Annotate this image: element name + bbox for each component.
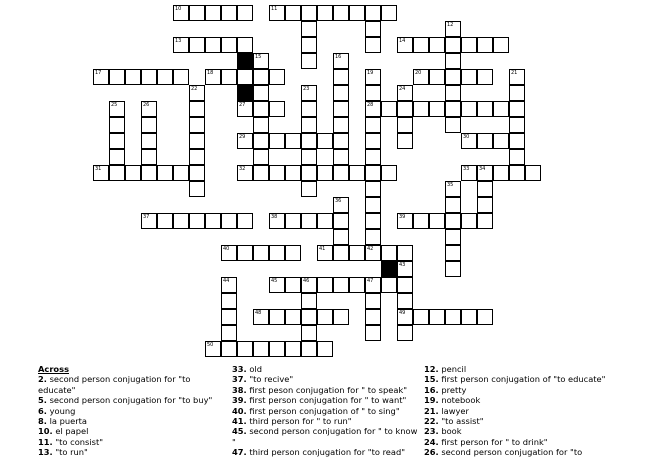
clue-number: 28 xyxy=(367,102,374,108)
clue-number: 24 xyxy=(399,86,406,92)
grid-cell[interactable] xyxy=(269,277,285,293)
grid-cell[interactable] xyxy=(477,69,493,85)
grid-cell[interactable] xyxy=(173,5,189,21)
grid-cell[interactable] xyxy=(205,37,221,53)
clue-across-10: 10. el papel xyxy=(38,426,89,437)
grid-cell[interactable] xyxy=(173,69,189,85)
clue-number: 18 xyxy=(207,70,214,76)
grid-cell[interactable] xyxy=(429,101,445,117)
grid-cell[interactable] xyxy=(317,277,333,293)
grid-cell[interactable] xyxy=(333,69,349,85)
grid-cell[interactable] xyxy=(205,69,221,85)
grid-cell[interactable] xyxy=(237,133,253,149)
grid-cell[interactable] xyxy=(397,325,413,341)
grid-cell[interactable] xyxy=(445,197,461,213)
grid-cell[interactable] xyxy=(365,245,381,261)
grid-cell[interactable] xyxy=(365,213,381,229)
grid-cell[interactable] xyxy=(381,165,397,181)
grid-cell[interactable] xyxy=(253,85,269,101)
grid-cell[interactable] xyxy=(301,181,317,197)
grid-cell[interactable] xyxy=(333,277,349,293)
clue-number: 41 xyxy=(319,246,326,252)
grid-cell[interactable] xyxy=(253,149,269,165)
grid-cell[interactable] xyxy=(269,213,285,229)
grid-cell[interactable] xyxy=(157,69,173,85)
grid-cell[interactable] xyxy=(285,341,301,357)
grid-cell[interactable] xyxy=(301,325,317,341)
grid-cell[interactable] xyxy=(157,165,173,181)
grid-cell[interactable] xyxy=(445,181,461,197)
grid-cell[interactable] xyxy=(461,37,477,53)
grid-cell[interactable] xyxy=(301,133,317,149)
grid-cell[interactable] xyxy=(445,21,461,37)
clue-across-33: 33. old xyxy=(232,364,262,374)
grid-cell[interactable] xyxy=(333,53,349,69)
grid-cell[interactable] xyxy=(461,69,477,85)
clue-across-8: 8. la puerta xyxy=(38,416,87,427)
grid-cell[interactable] xyxy=(333,85,349,101)
clue-number: 14 xyxy=(399,38,406,44)
grid-block xyxy=(237,53,253,69)
grid-cell[interactable] xyxy=(253,101,269,117)
grid-cell[interactable] xyxy=(365,229,381,245)
grid-cell[interactable] xyxy=(237,37,253,53)
grid-cell[interactable] xyxy=(173,213,189,229)
grid-cell[interactable] xyxy=(461,101,477,117)
grid-cell[interactable] xyxy=(445,85,461,101)
grid-cell[interactable] xyxy=(221,245,237,261)
grid-cell[interactable] xyxy=(381,5,397,21)
grid-cell[interactable] xyxy=(381,245,397,261)
grid-cell[interactable] xyxy=(285,309,301,325)
grid-cell[interactable] xyxy=(381,101,397,117)
grid-cell[interactable] xyxy=(221,37,237,53)
grid-cell[interactable] xyxy=(253,341,269,357)
grid-cell[interactable] xyxy=(237,165,253,181)
grid-cell[interactable] xyxy=(109,69,125,85)
grid-cell[interactable] xyxy=(189,181,205,197)
clue-number: 15 xyxy=(255,54,262,60)
grid-cell[interactable] xyxy=(253,309,269,325)
grid-cell[interactable] xyxy=(317,165,333,181)
grid-cell[interactable] xyxy=(125,69,141,85)
clue-number: 47 xyxy=(367,278,374,284)
clue-across-45-cont: " xyxy=(232,436,236,447)
grid-cell[interactable] xyxy=(109,133,125,149)
grid-cell[interactable] xyxy=(365,117,381,133)
grid-cell[interactable] xyxy=(141,213,157,229)
grid-cell[interactable] xyxy=(349,5,365,21)
grid-cell[interactable] xyxy=(109,149,125,165)
grid-cell[interactable] xyxy=(333,101,349,117)
grid-cell[interactable] xyxy=(429,309,445,325)
grid-cell[interactable] xyxy=(301,293,317,309)
grid-cell[interactable] xyxy=(365,5,381,21)
grid-cell[interactable] xyxy=(301,277,317,293)
clue-number: 23 xyxy=(303,86,310,92)
clues-column-1 xyxy=(38,364,212,458)
grid-cell[interactable] xyxy=(445,309,461,325)
clue-across-40: 40. first person conjugation of " to sing" xyxy=(232,405,400,416)
grid-cell[interactable] xyxy=(365,181,381,197)
grid-cell[interactable] xyxy=(397,293,413,309)
grid-cell[interactable] xyxy=(477,213,493,229)
grid-block xyxy=(237,85,253,101)
grid-cell[interactable] xyxy=(189,85,205,101)
grid-cell[interactable] xyxy=(365,85,381,101)
grid-cell[interactable] xyxy=(461,133,477,149)
grid-cell[interactable] xyxy=(237,213,253,229)
clue-number: 16 xyxy=(335,54,342,60)
clue-number: 40 xyxy=(223,246,230,252)
clue-number: 27 xyxy=(239,102,246,108)
grid-cell[interactable] xyxy=(221,5,237,21)
grid-cell[interactable] xyxy=(509,149,525,165)
clue-number: 13 xyxy=(175,38,182,44)
grid-cell[interactable] xyxy=(445,245,461,261)
grid-cell[interactable] xyxy=(333,149,349,165)
clue-across-37: 37. "to recive" xyxy=(232,374,294,385)
clue-down-19: 19. notebook xyxy=(424,395,481,406)
clue-down-24: 24. first person for " to drink" xyxy=(424,436,548,447)
grid-cell[interactable] xyxy=(317,5,333,21)
grid-cell[interactable] xyxy=(221,69,237,85)
grid-cell[interactable] xyxy=(189,213,205,229)
clue-number: 12 xyxy=(447,22,454,28)
grid-cell[interactable] xyxy=(141,69,157,85)
grid-cell[interactable] xyxy=(397,309,413,325)
grid-cell[interactable] xyxy=(93,165,109,181)
grid-cell[interactable] xyxy=(445,37,461,53)
grid-cell[interactable] xyxy=(333,133,349,149)
clue-across-6: 6. young xyxy=(38,405,76,416)
grid-cell[interactable] xyxy=(397,117,413,133)
clue-number: 10 xyxy=(175,6,182,12)
grid-cell[interactable] xyxy=(189,133,205,149)
clue-across-2: 2. second person conjugation for "to xyxy=(38,374,191,385)
clue-number: 31 xyxy=(95,166,102,172)
grid-cell[interactable] xyxy=(493,101,509,117)
grid-cell[interactable] xyxy=(445,101,461,117)
grid-cell[interactable] xyxy=(333,197,349,213)
clue-down-15: 15. first person conjugation of "to educate" xyxy=(424,374,606,385)
grid-cell[interactable] xyxy=(317,341,333,357)
clue-number: 38 xyxy=(271,214,278,220)
grid-cell[interactable] xyxy=(413,309,429,325)
grid-cell[interactable] xyxy=(141,165,157,181)
grid-cell[interactable] xyxy=(509,165,525,181)
grid-cell[interactable] xyxy=(365,277,381,293)
grid-cell[interactable] xyxy=(269,101,285,117)
clue-number: 26 xyxy=(143,102,150,108)
clue-number: 20 xyxy=(415,70,422,76)
grid-cell[interactable] xyxy=(429,213,445,229)
grid-cell[interactable] xyxy=(493,37,509,53)
grid-cell[interactable] xyxy=(189,5,205,21)
grid-cell[interactable] xyxy=(301,309,317,325)
grid-cell[interactable] xyxy=(365,37,381,53)
grid-cell[interactable] xyxy=(269,165,285,181)
grid-cell[interactable] xyxy=(189,117,205,133)
grid-cell[interactable] xyxy=(477,101,493,117)
clue-number: 36 xyxy=(335,198,342,204)
grid-cell[interactable] xyxy=(429,37,445,53)
grid-cell[interactable] xyxy=(477,197,493,213)
across-heading: Across xyxy=(38,364,70,374)
grid-cell[interactable] xyxy=(349,165,365,181)
grid-cell[interactable] xyxy=(461,213,477,229)
grid-cell[interactable] xyxy=(221,325,237,341)
grid-cell[interactable] xyxy=(205,5,221,21)
grid-cell[interactable] xyxy=(413,69,429,85)
grid-cell[interactable] xyxy=(237,245,253,261)
grid-cell[interactable] xyxy=(189,37,205,53)
grid-cell[interactable] xyxy=(173,37,189,53)
clue-down-26: 26. second person conjugation for "to xyxy=(424,447,583,458)
grid-cell[interactable] xyxy=(269,309,285,325)
grid-cell[interactable] xyxy=(189,165,205,181)
grid-cell[interactable] xyxy=(477,165,493,181)
grid-cell[interactable] xyxy=(237,5,253,21)
grid-cell[interactable] xyxy=(365,101,381,117)
grid-cell[interactable] xyxy=(477,37,493,53)
clue-number: 32 xyxy=(239,166,246,172)
grid-cell[interactable] xyxy=(269,5,285,21)
grid-cell[interactable] xyxy=(445,117,461,133)
grid-cell[interactable] xyxy=(413,37,429,53)
grid-cell[interactable] xyxy=(237,69,253,85)
grid-cell[interactable] xyxy=(269,245,285,261)
grid-cell[interactable] xyxy=(445,53,461,69)
grid-cell[interactable] xyxy=(333,117,349,133)
grid-cell[interactable] xyxy=(221,277,237,293)
grid-cell[interactable] xyxy=(189,101,205,117)
clue-number: 45 xyxy=(271,278,278,284)
grid-cell[interactable] xyxy=(509,117,525,133)
grid-cell[interactable] xyxy=(477,181,493,197)
grid-cell[interactable] xyxy=(365,21,381,37)
grid-cell[interactable] xyxy=(301,341,317,357)
grid-cell[interactable] xyxy=(189,149,205,165)
clue-number: 43 xyxy=(399,262,406,268)
grid-cell[interactable] xyxy=(365,197,381,213)
grid-cell[interactable] xyxy=(509,85,525,101)
grid-cell[interactable] xyxy=(493,165,509,181)
grid-cell[interactable] xyxy=(429,69,445,85)
grid-cell[interactable] xyxy=(365,309,381,325)
grid-cell[interactable] xyxy=(285,213,301,229)
clue-across-13: 13. "to run" xyxy=(38,447,88,458)
grid-cell[interactable] xyxy=(317,245,333,261)
clue-across-39: 39. first person conjugation for " to want" xyxy=(232,395,407,406)
grid-cell[interactable] xyxy=(397,133,413,149)
clue-number: 22 xyxy=(191,86,198,92)
grid-cell[interactable] xyxy=(237,101,253,117)
grid-cell[interactable] xyxy=(317,309,333,325)
grid-cell[interactable] xyxy=(141,133,157,149)
clue-down-12: 12. pencil xyxy=(424,364,467,374)
clue-number: 17 xyxy=(95,70,102,76)
grid-cell[interactable] xyxy=(269,69,285,85)
grid-cell[interactable] xyxy=(349,277,365,293)
clue-number: 50 xyxy=(207,342,214,348)
clue-number: 34 xyxy=(479,166,486,172)
grid-cell[interactable] xyxy=(301,101,317,117)
grid-cell[interactable] xyxy=(333,165,349,181)
grid-cell[interactable] xyxy=(365,133,381,149)
clue-across-47: 47. third person conjugation for "to read" xyxy=(232,447,406,458)
clue-number: 29 xyxy=(239,134,246,140)
grid-cell[interactable] xyxy=(397,245,413,261)
grid-cell[interactable] xyxy=(397,277,413,293)
clue-across-41: 41. third person for " to run" xyxy=(232,416,352,427)
grid-cell[interactable] xyxy=(221,309,237,325)
grid-cell[interactable] xyxy=(221,293,237,309)
grid-cell[interactable] xyxy=(477,309,493,325)
grid-cell[interactable] xyxy=(253,53,269,69)
grid-cell[interactable] xyxy=(445,229,461,245)
clue-number: 44 xyxy=(223,278,230,284)
clue-across-5: 5. second person conjugation for "to buy" xyxy=(38,395,213,406)
clue-down-23: 23. book xyxy=(424,426,462,437)
grid-cell[interactable] xyxy=(301,53,317,69)
clue-number: 35 xyxy=(447,182,454,188)
clue-number: 46 xyxy=(303,278,310,284)
grid-block xyxy=(381,261,397,277)
grid-cell[interactable] xyxy=(253,69,269,85)
grid-cell[interactable] xyxy=(301,21,317,37)
grid-cell[interactable] xyxy=(317,213,333,229)
grid-cell[interactable] xyxy=(365,69,381,85)
clue-across-38: 38. first peson conjugation for " to speak" xyxy=(232,384,408,395)
grid-cell[interactable] xyxy=(397,213,413,229)
grid-cell[interactable] xyxy=(349,245,365,261)
grid-cell[interactable] xyxy=(397,85,413,101)
grid-cell[interactable] xyxy=(141,101,157,117)
grid-cell[interactable] xyxy=(109,101,125,117)
grid-cell[interactable] xyxy=(333,213,349,229)
grid-cell[interactable] xyxy=(333,309,349,325)
grid-cell[interactable] xyxy=(525,165,541,181)
grid-cell[interactable] xyxy=(477,133,493,149)
grid-cell[interactable] xyxy=(301,85,317,101)
grid-cell[interactable] xyxy=(413,213,429,229)
grid-cell[interactable] xyxy=(445,261,461,277)
grid-cell[interactable] xyxy=(509,133,525,149)
grid-cell[interactable] xyxy=(493,133,509,149)
clue-across-2-cont: educate" xyxy=(38,384,76,395)
clue-number: 37 xyxy=(143,214,150,220)
clues-column-2 xyxy=(232,364,417,458)
clue-number: 42 xyxy=(367,246,374,252)
grid-cell[interactable] xyxy=(269,133,285,149)
clue-across-11: 11. "to consist" xyxy=(38,436,104,447)
grid-cell[interactable] xyxy=(93,69,109,85)
grid-cell[interactable] xyxy=(125,165,141,181)
grid-cell[interactable] xyxy=(285,165,301,181)
grid-cell[interactable] xyxy=(509,69,525,85)
grid-cell[interactable] xyxy=(461,165,477,181)
grid-cell[interactable] xyxy=(141,117,157,133)
grid-cell[interactable] xyxy=(253,117,269,133)
grid-cell[interactable] xyxy=(285,5,301,21)
clue-number: 39 xyxy=(399,214,406,220)
grid-cell[interactable] xyxy=(237,341,253,357)
grid-cell[interactable] xyxy=(365,165,381,181)
grid-cell[interactable] xyxy=(301,149,317,165)
clue-number: 49 xyxy=(399,310,406,316)
clue-number: 30 xyxy=(463,134,470,140)
grid-cell[interactable] xyxy=(365,325,381,341)
grid-cell[interactable] xyxy=(285,277,301,293)
grid-cell[interactable] xyxy=(141,149,157,165)
grid-cell[interactable] xyxy=(445,213,461,229)
grid-cell[interactable] xyxy=(397,101,413,117)
grid-cell[interactable] xyxy=(317,133,333,149)
clue-down-21: 21. lawyer xyxy=(424,405,469,416)
grid-cell[interactable] xyxy=(253,165,269,181)
grid-cell[interactable] xyxy=(205,213,221,229)
grid-cell[interactable] xyxy=(157,213,173,229)
grid-cell[interactable] xyxy=(285,245,301,261)
clue-number: 21 xyxy=(511,70,518,76)
grid-cell[interactable] xyxy=(173,165,189,181)
clue-down-16: 16. pretty xyxy=(424,384,467,395)
grid-cell[interactable] xyxy=(333,245,349,261)
grid-cell[interactable] xyxy=(461,309,477,325)
grid-cell[interactable] xyxy=(397,37,413,53)
clue-number: 33 xyxy=(463,166,470,172)
grid-cell[interactable] xyxy=(445,69,461,85)
grid-cell[interactable] xyxy=(205,341,221,357)
clues-column-3 xyxy=(424,364,605,458)
grid-cell[interactable] xyxy=(253,133,269,149)
clue-across-45: 45. second person conjugation for " to know xyxy=(232,426,418,437)
grid-cell[interactable] xyxy=(253,245,269,261)
grid-cell[interactable] xyxy=(301,5,317,21)
grid-cell[interactable] xyxy=(301,165,317,181)
grid-cell[interactable] xyxy=(301,117,317,133)
grid-cell[interactable] xyxy=(365,149,381,165)
grid-cell[interactable] xyxy=(109,165,125,181)
clue-number: 48 xyxy=(255,310,262,316)
grid-cell[interactable] xyxy=(413,101,429,117)
grid-cell[interactable] xyxy=(109,117,125,133)
grid-cell[interactable] xyxy=(301,37,317,53)
clue-number: 19 xyxy=(367,70,374,76)
grid-cell[interactable] xyxy=(365,293,381,309)
grid-cell[interactable] xyxy=(221,341,237,357)
grid-cell[interactable] xyxy=(333,229,349,245)
grid-cell[interactable] xyxy=(301,213,317,229)
grid-cell[interactable] xyxy=(285,133,301,149)
grid-cell[interactable] xyxy=(509,101,525,117)
clue-number: 11 xyxy=(271,6,278,12)
grid-cell[interactable] xyxy=(397,261,413,277)
grid-cell[interactable] xyxy=(381,277,397,293)
grid-cell[interactable] xyxy=(269,341,285,357)
clue-number: 25 xyxy=(111,102,118,108)
grid-cell[interactable] xyxy=(333,5,349,21)
clue-down-22: 22. "to assist" xyxy=(424,416,484,427)
grid-cell[interactable] xyxy=(221,213,237,229)
